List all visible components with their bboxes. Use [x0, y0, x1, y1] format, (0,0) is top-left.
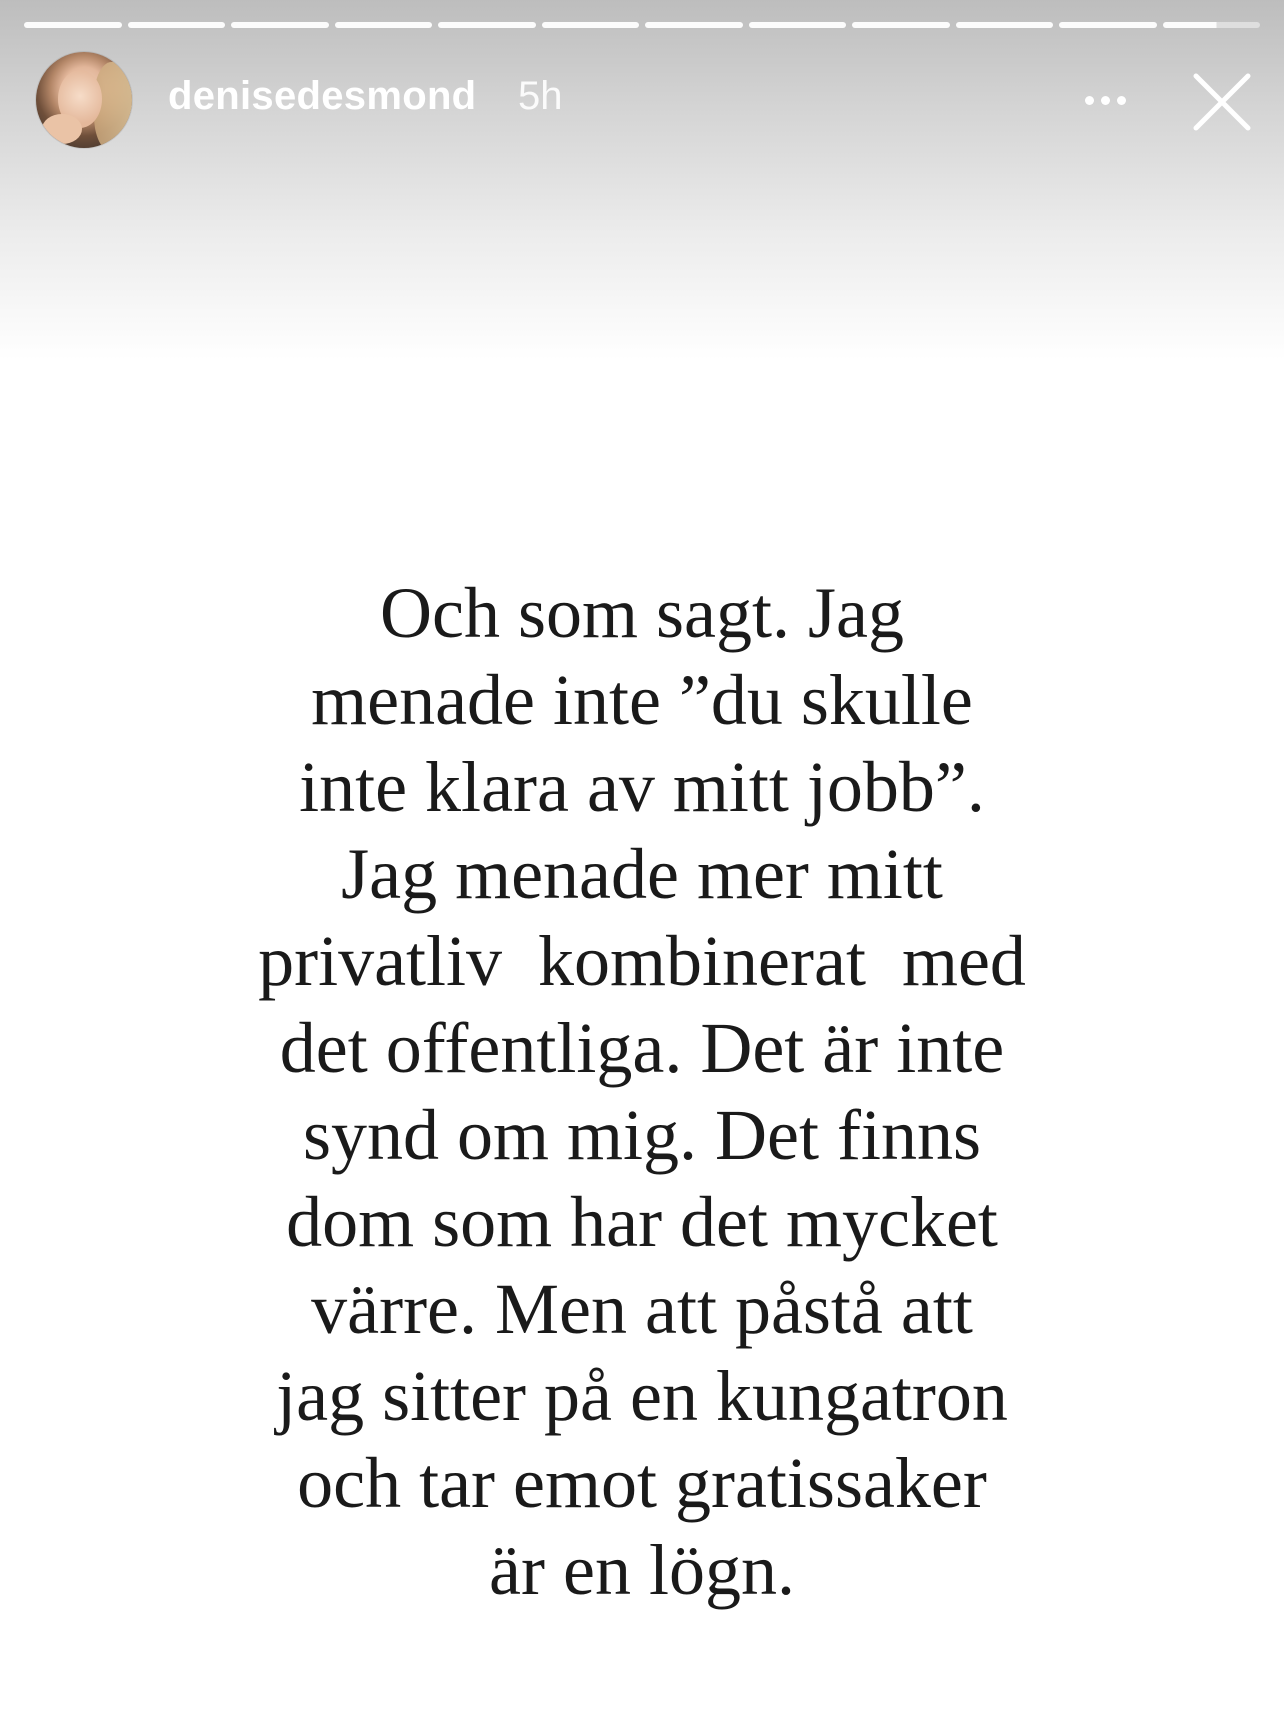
story-text-line: dom som har det mycket	[286, 1182, 998, 1262]
story-text-line: synd om mig. Det finns	[303, 1095, 981, 1175]
more-horizontal-icon	[1085, 96, 1094, 105]
story-text-line: är en lögn.	[489, 1530, 795, 1610]
story-header	[0, 52, 1284, 152]
username-link[interactable]: denisedesmond	[168, 74, 477, 118]
story-text-line: Och som sagt. Jag	[380, 573, 904, 653]
story-text-line: jag sitter på en kungatron	[276, 1356, 1008, 1436]
progress-segment	[24, 22, 122, 28]
story-text-line: värre. Men att påstå att	[311, 1269, 973, 1349]
story-progress-bar	[24, 22, 1260, 28]
progress-segment	[335, 22, 433, 28]
close-icon	[1190, 70, 1254, 134]
story-text-line: inte klara av mitt jobb”.	[299, 747, 985, 827]
story-text-line: privatliv kombinerat med	[258, 921, 1026, 1001]
post-time: 5h	[518, 74, 563, 118]
story-text-line: menade inte ”du skulle	[311, 660, 973, 740]
close-button[interactable]	[1190, 70, 1254, 134]
progress-segment	[1059, 22, 1157, 28]
more-options-button[interactable]	[1070, 72, 1140, 128]
progress-segment	[852, 22, 950, 28]
story-text-line: och tar emot gratissaker	[297, 1443, 987, 1523]
progress-segment	[1163, 22, 1261, 28]
avatar[interactable]	[36, 52, 132, 148]
story-text-line: Jag menade mer mitt	[341, 834, 943, 914]
progress-segment	[231, 22, 329, 28]
progress-segment	[128, 22, 226, 28]
progress-segment	[645, 22, 743, 28]
more-horizontal-icon-dot	[1101, 96, 1110, 105]
progress-segment	[438, 22, 536, 28]
avatar-hand	[42, 114, 82, 144]
story-text-line: det offentliga. Det är inte	[279, 1008, 1005, 1088]
progress-segment	[956, 22, 1054, 28]
more-horizontal-icon-dot	[1117, 96, 1126, 105]
progress-segment	[749, 22, 847, 28]
story-text	[200, 570, 1084, 1614]
progress-segment	[542, 22, 640, 28]
